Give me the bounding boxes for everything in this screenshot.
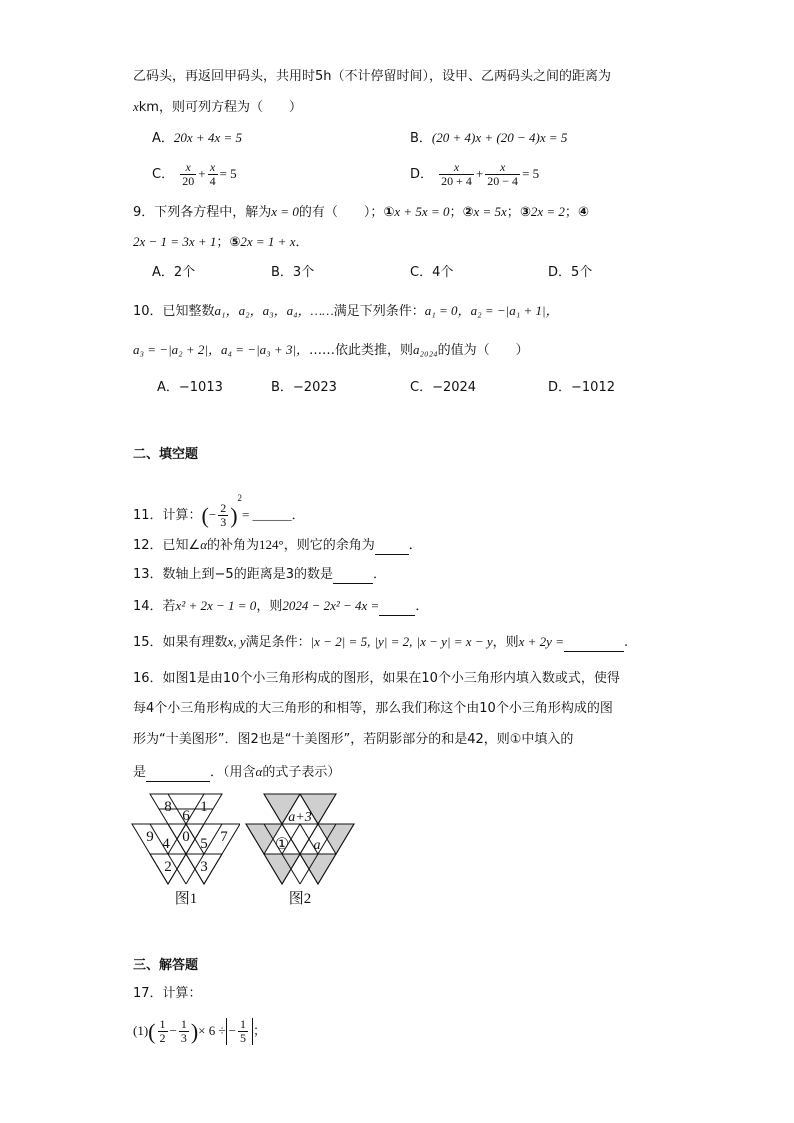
q8-c-frac2: $\frac{x}{4}$: [209, 160, 216, 188]
fig1-num-2: 2: [164, 859, 172, 875]
q9-option-b[interactable]: B．3个: [271, 265, 315, 280]
q8-d-label: D．: [410, 167, 434, 182]
figure-2-ten-triangles: [244, 792, 356, 909]
q8-line1: 乙码头，再返回甲码头，共用时5h（不计停留时间），设甲、乙两码头之间的距离为: [133, 69, 612, 84]
q15: 15．如果有理数x, y满足条件：|x − 2| = 5, |y| = 2, |x − y| = x − y，则x + 2y = .: [133, 634, 629, 650]
q8-option-d[interactable]: [410, 157, 539, 192]
figure-1-ten-triangles: [130, 792, 240, 909]
q17-title: 17．计算：: [133, 986, 202, 1001]
q12: 12．已知∠α的补角为124°，则它的余角为 ．: [133, 537, 422, 553]
q8-d-eq: = 5: [522, 166, 540, 181]
q9-option-c[interactable]: C．4个: [410, 265, 454, 280]
fig2-circled-1: ①: [274, 836, 290, 853]
fig1-num-7: 7: [220, 829, 228, 845]
section-answer-heading: 三、解答题: [133, 958, 199, 973]
q16-line4: 是 ．（用含α的式子表示）: [133, 764, 341, 780]
q16-line3: 形为“十美图形”．图2也是“十美图形”，若阴影部分的和是42，则①中填入的: [133, 732, 574, 747]
q8-d-frac2: $\frac{x}{20 - 4}$: [487, 160, 519, 188]
q16-line2: 每4个小三角形构成的大三角形的和相等，那么我们称这个由10个小三角形构成的图: [133, 701, 613, 716]
fig1-num-8: 8: [164, 799, 172, 815]
q8-c-label: C．: [152, 167, 175, 182]
fig1-num-4: 4: [162, 836, 170, 852]
q8-line2-text: km，则可列方程为（ ）: [138, 100, 302, 115]
q10-option-d[interactable]: D．−1012: [548, 380, 615, 395]
q8-b-text: (20 + 4)x + (20 − 4)x = 5: [431, 130, 568, 145]
q10-stem-line2: a₃ = −|a₂ + 2|，a₄ = −|a₃ + 3|，……依此类推，则a₂₀₂₄的值为（ ）: [133, 342, 529, 358]
q8-c-frac1: $\frac{x}{20}$: [182, 160, 195, 188]
q10-stem: 10．已知整数a₁，a₂，a₃，a₄，……满足下列条件：a₁ = 0，a₂ = −|a₁ + 1|，: [133, 303, 559, 319]
section-fill-in-heading: 二、填空题: [133, 447, 199, 462]
q17-part-1: (1)( $\frac{1}{2}$ − $\frac{1}{3}$ )× 6 ÷ − $\frac{1}{5}$ ；: [133, 1017, 266, 1045]
q8-var: x: [133, 99, 139, 114]
fig1-num-6: 6: [182, 808, 190, 824]
fig1-num-0: 0: [182, 829, 190, 845]
fig1-num-5: 5: [200, 836, 208, 852]
q10-option-b[interactable]: B．−2023: [271, 380, 337, 395]
fig1-num-9: 9: [146, 829, 154, 845]
q8-option-c[interactable]: [152, 157, 237, 192]
fig2-expr-a-plus-3: a+3: [288, 810, 312, 825]
q9-option-d[interactable]: D．5个: [548, 265, 593, 280]
q8-b-label: B．: [410, 131, 432, 146]
q8-a-label: A．: [152, 131, 174, 146]
q16-line1: 16．如图1是由10个小三角形构成的图形，如果在10个小三角形内填入数或式，使得: [133, 671, 620, 686]
q9-stem: 9．下列各方程中，解为x = 0的有（ ）；①x + 5x = 0；②x = 5x；③2x = 2；④: [133, 204, 589, 220]
q10-option-a[interactable]: A．−1013: [157, 380, 223, 395]
fig1-num-3: 3: [200, 859, 208, 875]
fig2-var-a: a: [313, 838, 321, 853]
q13: 13．数轴上到−5的距离是3的数是 ．: [133, 567, 386, 582]
q8-d-frac1: $\frac{x}{20 + 4}$: [441, 160, 472, 188]
fig1-caption: 图1: [174, 891, 198, 907]
q10-option-c[interactable]: C．−2024: [410, 380, 477, 395]
q9-option-a[interactable]: A．2个: [152, 265, 196, 280]
fig1-num-1: 1: [200, 799, 208, 815]
q8-c-eq: = 5: [219, 166, 237, 181]
fig2-caption: 图2: [288, 891, 312, 907]
q8-c-plus: +: [198, 166, 206, 181]
q14: 14．若x² + 2x − 1 = 0，则2024 − 2x² − 4x = ．: [133, 598, 429, 614]
q8-option-a[interactable]: [152, 129, 242, 148]
q11: 11．计算：(− $\frac{2}{3}$ )$^2$= ______．: [133, 493, 305, 529]
q8-a-text: 20x + 4x = 5: [173, 130, 242, 145]
q8-line2: [133, 98, 302, 117]
q8-d-plus: +: [475, 166, 484, 181]
q8-option-b[interactable]: [410, 129, 567, 148]
q9-stem-line2: 2x − 1 = 3x + 1；⑤2x = 1 + x．: [133, 234, 309, 250]
